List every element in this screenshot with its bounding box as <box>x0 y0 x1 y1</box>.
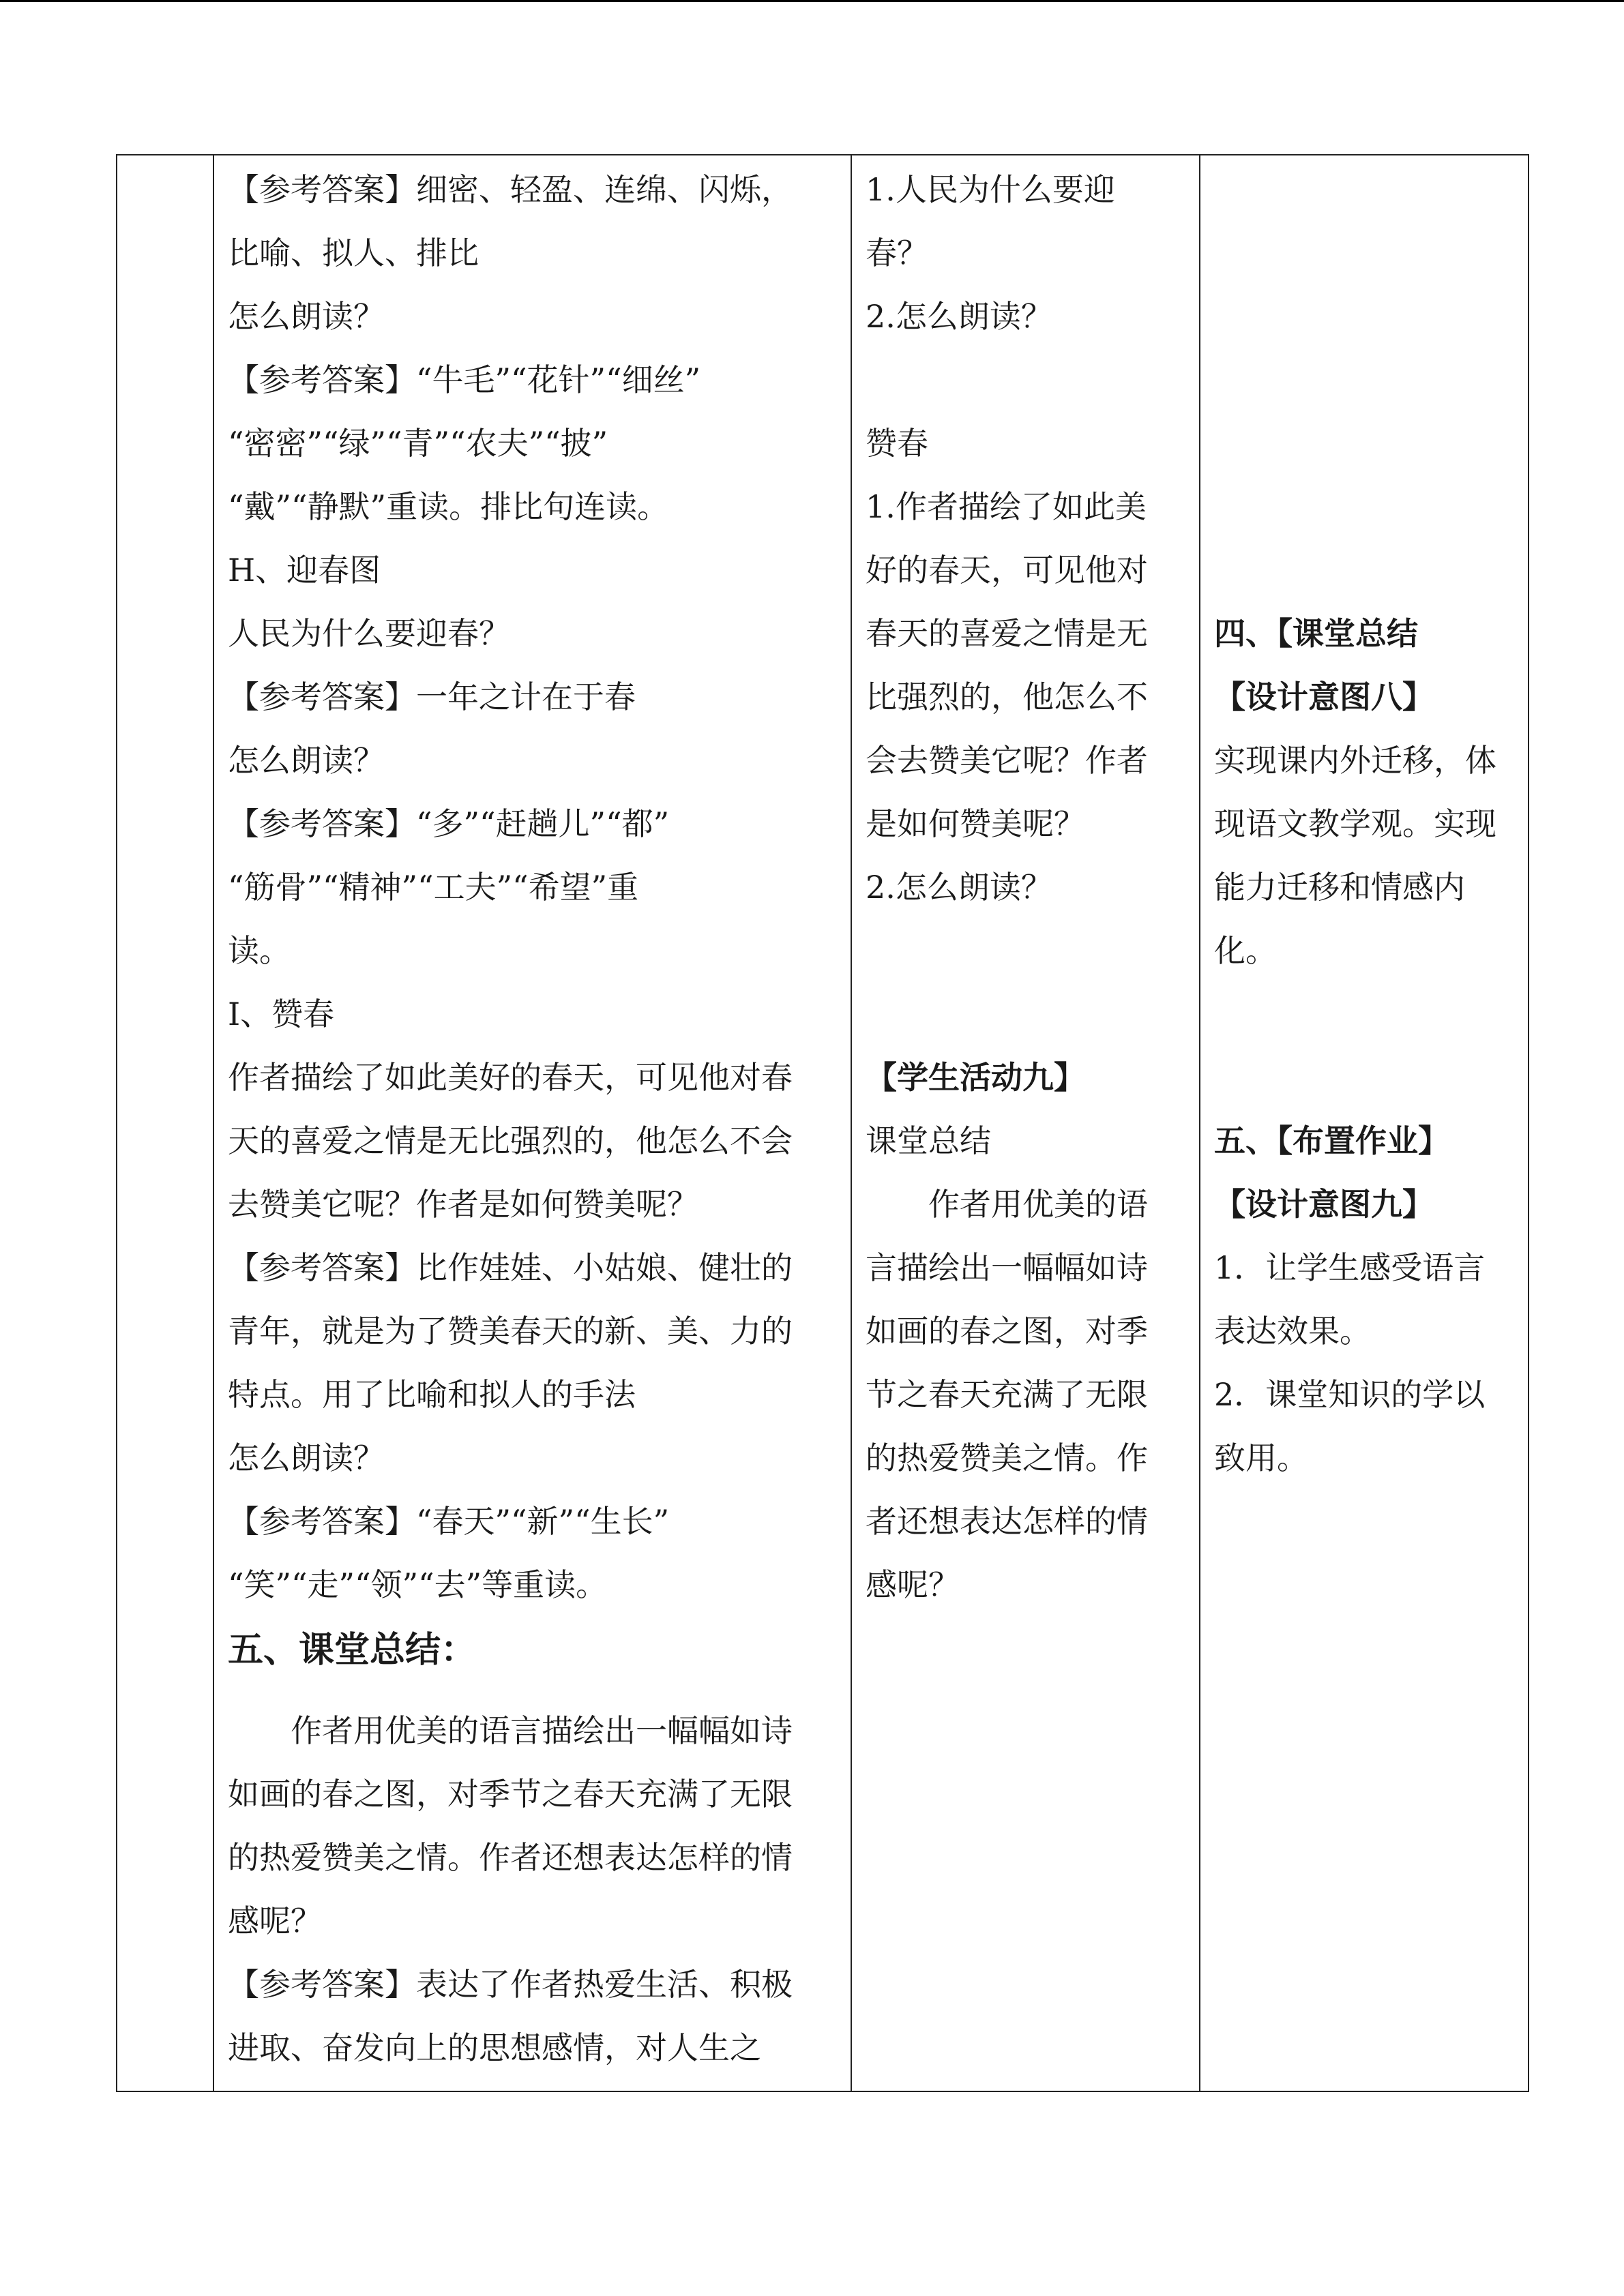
text-line: “筋骨”“精神”“工夫”“希望”重 <box>228 869 639 906</box>
text-line: 2.怎么朗读？ <box>866 298 1052 335</box>
text-line: 节之春天充满了无限 <box>866 1376 1148 1413</box>
text-line: 1．让学生感受语言 <box>1214 1249 1486 1286</box>
text-line: 【参考答案】一年之计在于春 <box>228 679 636 715</box>
text-line: 如画的春之图，对季节之春天充满了无限 <box>228 1776 793 1813</box>
text-line: 比喻、拟人、排比 <box>228 235 479 271</box>
text-line: 感呢？ <box>866 1566 960 1603</box>
text-line: 比强烈的，他怎么不 <box>866 679 1148 715</box>
text-line: 读。 <box>228 932 291 969</box>
text-line: 者还想表达怎样的情 <box>866 1503 1148 1540</box>
text-line: 【参考答案】“春天”“新”“生长” <box>228 1503 670 1540</box>
section-heading: 五、课堂总结： <box>228 1629 477 1671</box>
page-top-rule <box>0 0 1624 2</box>
text-line: 作者用优美的语言描绘出一幅幅如诗 <box>228 1712 793 1749</box>
table-column-teacher-content <box>214 155 852 2091</box>
design-intent-heading: 【设计意图九】 <box>1214 1186 1434 1223</box>
design-intent-heading: 【设计意图八】 <box>1214 679 1434 715</box>
text-line: 天的喜爱之情是无比强烈的，他怎么不会 <box>228 1122 793 1159</box>
text-line: 的热爱赞美之情。作 <box>866 1440 1148 1476</box>
text-line: 1.人民为什么要迎 <box>866 171 1115 208</box>
text-line: 赞春 <box>866 425 928 462</box>
text-line: 言描绘出一幅幅如诗 <box>866 1249 1148 1286</box>
text-line: 人民为什么要迎春？ <box>228 615 510 652</box>
activity-heading: 【学生活动九】 <box>866 1059 1085 1096</box>
text-line: 青年，就是为了赞美春天的新、美、力的 <box>228 1313 793 1350</box>
text-line: 春？ <box>866 235 928 271</box>
text-line: 课堂总结 <box>866 1122 991 1159</box>
text-line: 表达效果。 <box>1214 1313 1371 1350</box>
text-line: 作者用优美的语 <box>866 1186 1148 1223</box>
text-line: H、迎春图 <box>228 552 381 588</box>
text-line: 作者描绘了如此美好的春天，可见他对春 <box>228 1059 793 1096</box>
text-line: 【参考答案】细密、轻盈、连绵、闪烁， <box>228 171 793 208</box>
text-line: 【参考答案】比作娃娃、小姑娘、健壮的 <box>228 1249 793 1286</box>
text-line: 实现课内外迁移，体 <box>1214 742 1496 779</box>
text-line: 能力迁移和情感内 <box>1214 869 1465 906</box>
text-line: 特点。用了比喻和拟人的手法 <box>228 1376 636 1413</box>
text-line: 【参考答案】“牛毛”“花针”“细丝” <box>228 361 701 398</box>
text-line: 怎么朗读？ <box>228 298 385 335</box>
text-line: 会去赞美它呢？作者 <box>866 742 1148 779</box>
text-line: 怎么朗读？ <box>228 742 385 779</box>
text-line: 去赞美它呢？作者是如何赞美呢？ <box>228 1186 698 1223</box>
text-line: 【参考答案】表达了作者热爱生活、积极 <box>228 1966 793 2003</box>
text-line: “笑”“走”“领”“去”等重读。 <box>228 1566 608 1603</box>
text-line: “戴”“静默”重读。排比句连读。 <box>228 488 669 525</box>
text-line: 现语文教学观。实现 <box>1214 805 1496 842</box>
text-line: 怎么朗读？ <box>228 1440 385 1476</box>
text-line: 如画的春之图，对季 <box>866 1313 1148 1350</box>
text-line: 进取、奋发向上的思想感情，对人生之 <box>228 2029 761 2066</box>
text-line: I、赞春 <box>228 996 335 1032</box>
table-column-stage <box>117 155 214 2091</box>
text-line: 是如何赞美呢？ <box>866 805 1085 842</box>
text-line: 感呢？ <box>228 1903 322 1939</box>
text-line: “密密”“绿”“青”“农夫”“披” <box>228 425 608 462</box>
text-line: 致用。 <box>1214 1440 1308 1476</box>
text-line: 的热爱赞美之情。作者还想表达怎样的情 <box>228 1839 793 1876</box>
text-line: 好的春天，可见他对 <box>866 552 1148 588</box>
summary-heading: 四、【课堂总结 <box>1214 615 1418 652</box>
lesson-plan-table <box>116 154 1529 2092</box>
text-line: 2.怎么朗读？ <box>866 869 1052 906</box>
text-line: 2．课堂知识的学以 <box>1214 1376 1486 1413</box>
text-line: 1.作者描绘了如此美 <box>866 488 1147 525</box>
table-column-student-activity <box>852 155 1200 2091</box>
table-column-design-intent <box>1200 155 1529 2091</box>
text-line: 【参考答案】“多”“赶趟儿”“都” <box>228 805 670 842</box>
text-line: 春天的喜爱之情是无 <box>866 615 1148 652</box>
homework-heading: 五、【布置作业】 <box>1214 1122 1449 1159</box>
text-line: 化。 <box>1214 932 1277 969</box>
